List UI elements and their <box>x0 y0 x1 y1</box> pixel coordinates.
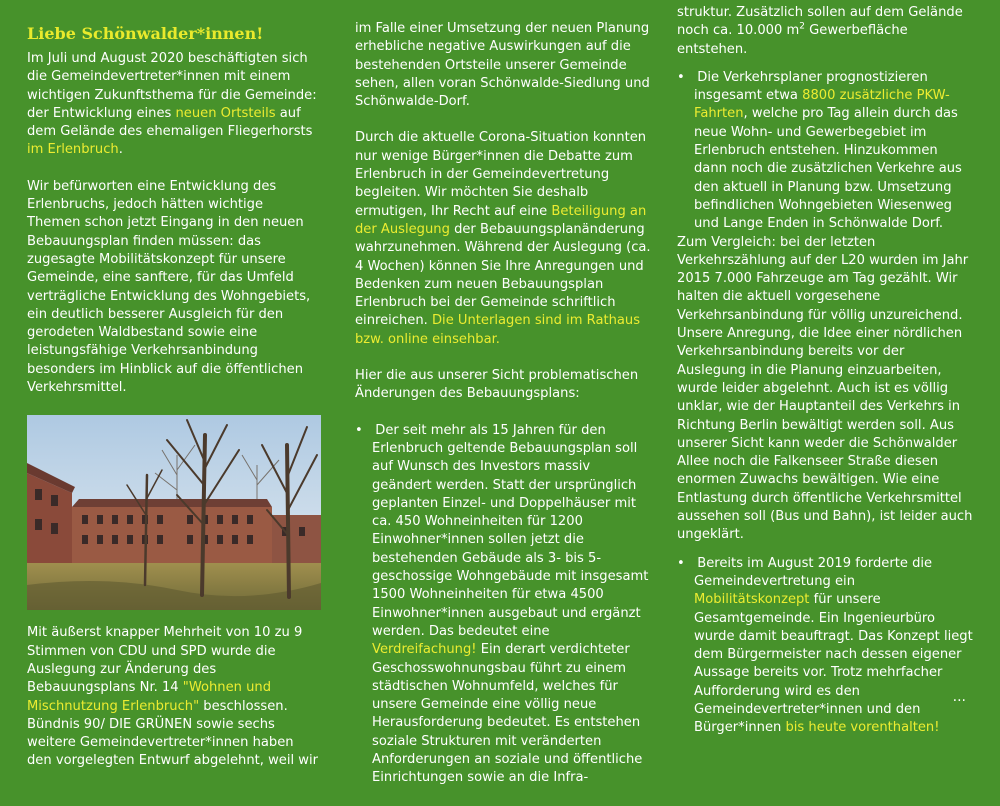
column-2 <box>355 20 651 806</box>
changes-intro-paragraph: Hier die aus unserer Sicht problematischen Änderungen des Bebauungsplans: <box>355 368 639 402</box>
continued-ellipsis: ... <box>952 689 966 705</box>
intro-paragraph: Im Juli und August 2020 beschäftigten sich die Gemeindevertreter*innen mit einem wichtigen Zukunftsthema für die Gemeinde: der Entwicklung eines neuen Ortsteils auf dem Gelände des ehemaligen Fliegerhorsts im Erlenbruch. <box>27 51 317 158</box>
highlight-bebauungsplan-name: "Wohnen und Mischnutzung Erlenbruch" <box>27 680 272 714</box>
highlight-pkw-fahrten: 8800 zusätzliche PKW-Fahrten <box>694 88 950 122</box>
bullet-icon: • <box>355 422 363 438</box>
bullet-density: • Der seit mehr als 15 Jahren für den Erlenbruch geltende Bebauungsplan soll auf Wunsch des Investors massiv geändert werden. Statt der ursprünglich geplanten Einzel- und Doppelhäuser mit ca. 450 Wohneinheiten für 1200 Einwohner*innen sollen jetzt die bestehenden Gebäude als 3- bis 5-geschossige Wohngebäude mit insgesamt 1500 Wohneinheiten für etwa 4500 Einwohner*innen ausgebaut und ergänzt werden. Das bedeutet eine Verdreifachung! Ein derart verdichteter Geschosswohnungsbau führt zu einem städtischen Wohnumfeld, welches für unsere Gemeinde eine völlig neue Herausforderung bedeutet. Es entstehen soziale Strukturen mit veränderten Anforderungen an soziale und öffentliche Einrichtungen sowie an die Infra- <box>355 422 649 786</box>
bullet-mobility: • Bereits im August 2019 forderte die Gemeindevertretung ein Mobilitätskonzept für unsere Gesamtgemeinde. Ein Ingenieurbüro wurde damit beauftragt. Das Konzept liegt dem Bürgermeister nach dessen eigener Aussage bereits vor. Trotz mehrfacher Aufforderung wird es den Gemeindevertreter*innen und den Bürger*innen bis heute vorenthalten! <box>677 555 973 736</box>
highlight-beteiligung: Beteiligung an der Auslegung <box>355 203 647 237</box>
highlight-unterlagen: Die Unterlagen sind im Rathaus bzw. online einsehbar. <box>355 313 641 347</box>
highlight-neuer-ortsteil: neuen Ortsteils <box>175 105 276 121</box>
bullet-traffic: • Die Verkehrsplaner prognostizieren insgesamt etwa 8800 zusätzliche PKW-Fahrten, welche pro Tag allein durch das neue Wohn- und Gewerbegebiet im Erlenbruch entstehen. Hinzukommen dann noch die zusätzlichen Verkehre aus den aktuell in Planung bzw. Umsetzung befindlichen Wohngebieten Wiesenweg und Lange Enden in Schönwalde Dorf. <box>677 69 962 232</box>
bullet-icon: • <box>677 69 685 85</box>
highlight-mobilitaetskonzept: Mobilitätskonzept <box>694 592 810 608</box>
page-title: Liebe Schönwalder*innen! <box>27 24 264 43</box>
comparison-paragraph: Zum Vergleich: bei der letzten Verkehrszählung auf der L20 wurden im Jahr 2015 7.000 Fahrzeuge am Tag gezählt. Wir halten die aktuell vorgesehene Verkehrsanbindung für völlig unzureichend. Unsere Anregung, die Idee einer nördlichen Verkehrsanbindung bereits vor der Auslegung in die Planung einzuarbeiten, wurde leider abgelehnt. Auch ist es völlig unklar, wie der Hauptanteil des Verkehrs in Richtung Berlin bewältigt werden soll. Aus unserer Sicht kann weder die Schönwalder Allee noch die Falkenseer Straße diesen enormen Zuwachs bewältigen. Wie eine Entlastung durch öffentliche Verkehrsmittel aussehen soll (Bus und Bahn), ist leider auch ungeklärt. <box>677 234 973 543</box>
column-1 <box>27 24 319 789</box>
erlenbruch-photo <box>27 415 321 610</box>
impact-paragraph: im Falle einer Umsetzung der neuen Planung erhebliche negative Auswirkungen auf die bestehenden Ortsteile unserer Gemeinde sehen, allen voran Schönwalde-Siedlung und Schönwalde-Dorf. <box>355 21 650 110</box>
corona-paragraph: Durch die aktuelle Corona-Situation konnten nur wenige Bürger*innen die Debatte zum Erlenbruch in der Gemeindevertretung begleiten. Wir möchten Sie deshalb ermutigen, Ihr Recht auf eine Beteiligung an der Auslegung der Bebauungsplanänderung wahrzunehmen. Während der Auslegung (ca. 4 Wochen) können Sie Ihre Anregungen und Bedenken zum neuen Bebauungsplan Erlenbruch bei der Gemeinde schriftlich einreichen. Die Unterlagen sind im Rathaus bzw. online einsehbar. <box>355 130 651 347</box>
vote-paragraph: Mit äußerst knapper Mehrheit von 10 zu 9 Stimmen von CDU und SPD wurde die Auslegung zur Änderung des Bebauungsplans Nr. 14 "Wohnen und Mischnutzung Erlenbruch" beschlossen. Bündnis 90/ DIE GRÜNEN sowie sechs weitere Gemeindevertreter*innen haben den vorgelegten Entwurf abgelehnt, weil wir <box>27 625 319 769</box>
column-3 <box>677 4 973 756</box>
position-paragraph: Wir befürworten eine Entwicklung des Erlenbruchs, jedoch hätten wichtige Themen schon jetzt Eingang in den neuen Bebauungsplan finden müssen: das zugesagte Mobilitätskonzept für unsere Gemeinde, eine sanftere, für das Umfeld verträgliche Entwicklung des Wohngebiets, ein deutlich besserer Ausgleich für den gerodeten Waldbestand sowie eine leistungsfähige Verkehrsanbindung besonders im Hinblick auf die öffentlichen Verkehrsmittel. <box>27 178 311 396</box>
highlight-vorenthalten: bis heute vorenthalten! <box>785 720 940 736</box>
bullet-icon: • <box>677 555 685 571</box>
gewerbe-paragraph: struktur. Zusätzlich sollen auf dem Gelände noch ca. 10.000 $m^2$ Gewerbefläche entstehen. <box>677 5 963 57</box>
highlight-erlenbruch: im Erlenbruch <box>27 142 119 158</box>
highlight-verdreifachung: Verdreifachung! <box>372 642 477 658</box>
